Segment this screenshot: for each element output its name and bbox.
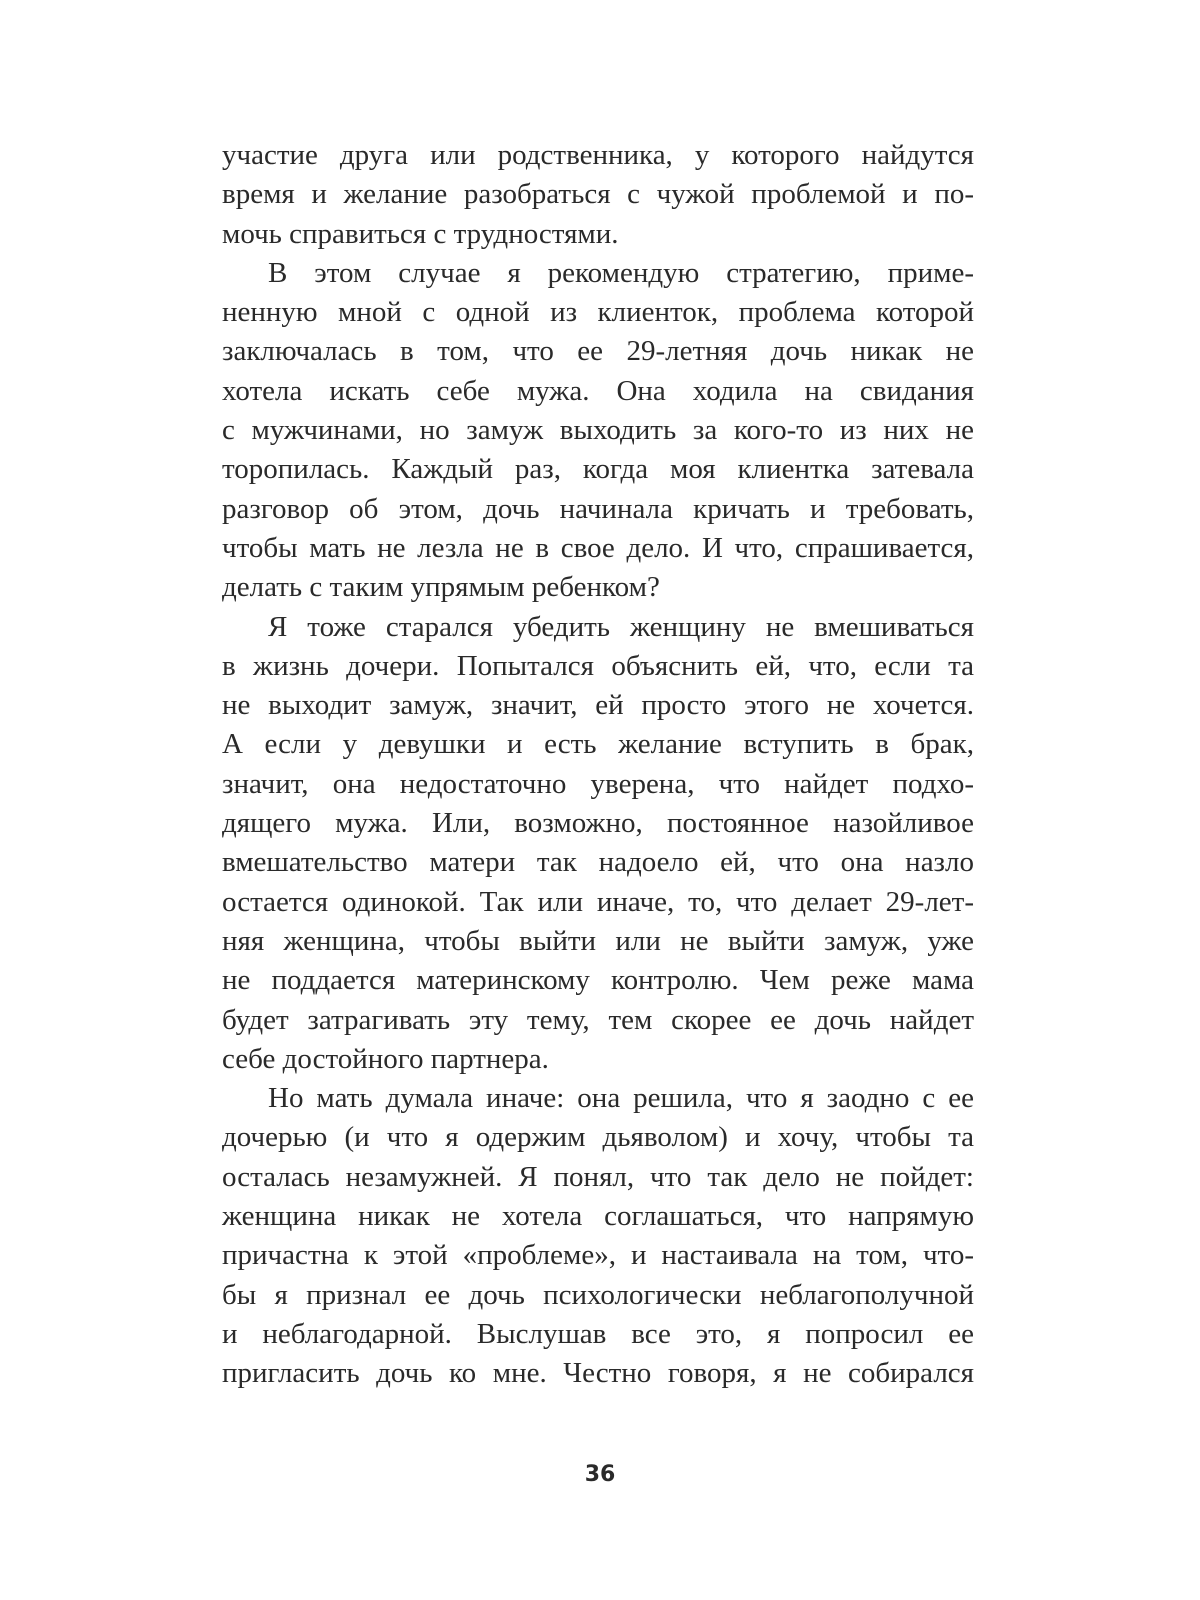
text-line: не выходит замуж, значит, ей просто этого не хочется. [222, 689, 974, 722]
text-line: с мужчинами, но замуж выходить за кого-то из них не [222, 414, 974, 447]
text-line: А если у девушки и есть желание вступить в брак, [222, 728, 974, 761]
text-line: и неблагодарной. Выслушав все это, я попросил ее [222, 1317, 974, 1350]
text-line: вмешательство матери так надоело ей, что она назло [222, 846, 974, 879]
text-line: ненную мной с одной из клиенток, проблема которой [222, 296, 974, 329]
paragraph-2 [222, 254, 974, 608]
text-line: хотела искать себе мужа. Она ходила на свидания [222, 374, 974, 407]
text-line: бы я признал ее дочь психологически неблагополучной [222, 1278, 974, 1311]
paragraph-1 [222, 136, 974, 254]
text-line: значит, она недостаточно уверена, что найдет подхо- [222, 767, 974, 800]
text-line: делать с таким упрямым ребенком? [222, 571, 660, 604]
text-line: участие друга или родственника, у которого найдутся [222, 139, 974, 171]
text-line: дочерью (и что я одержим дьяволом) и хочу, чтобы та [222, 1121, 974, 1154]
text-line: мочь справиться с трудностями. [222, 217, 619, 250]
text-line: заключалась в том, что ее 29-летняя дочь никак не [222, 335, 974, 368]
page-number: 36 [584, 1462, 616, 1487]
text-line: причастна к этой «проблеме», и настаивала на том, что- [222, 1239, 974, 1272]
text-line: время и желание разобраться с чужой проблемой и по- [222, 178, 974, 211]
text-line: В этом случае я рекомендую стратегию, приме- [268, 256, 974, 289]
text-line: себе достойного партнера. [222, 1042, 549, 1075]
text-line: Но мать думала иначе: она решила, что я заодно с ее [268, 1082, 974, 1115]
text-line: чтобы мать не лезла не в свое дело. И что, спрашивается, [222, 531, 974, 564]
text-line: дящего мужа. Или, возможно, постоянное назойливое [222, 807, 974, 840]
text-line: будет затрагивать эту тему, тем скорее ее дочь найдет [222, 1003, 974, 1036]
text-line: торопилась. Каждый раз, когда моя клиентка затевала [222, 453, 974, 486]
text-line: пригласить дочь ко мне. Честно говоря, я не собирался [222, 1357, 974, 1390]
text-line: няя женщина, чтобы выйти или не выйти замуж, уже [222, 924, 974, 957]
text-line: женщина никак не хотела соглашаться, что напрямую [222, 1200, 974, 1233]
paragraph-3 [222, 608, 974, 1080]
paragraph-4 [222, 1079, 974, 1393]
text-line: Я тоже старался убедить женщину не вмешиваться [268, 610, 974, 643]
text-line: в жизнь дочери. Попытался объяснить ей, что, если та [222, 649, 974, 682]
text-line: остается одинокой. Так или иначе, то, что делает 29-лет- [222, 885, 974, 918]
text-line: осталась незамужней. Я понял, что так дело не пойдет: [222, 1160, 974, 1193]
text-line: не поддается материнскому контролю. Чем реже мама [222, 964, 974, 997]
text-line: разговор об этом, дочь начинала кричать и требовать, [222, 492, 974, 525]
body-text [222, 136, 974, 1394]
